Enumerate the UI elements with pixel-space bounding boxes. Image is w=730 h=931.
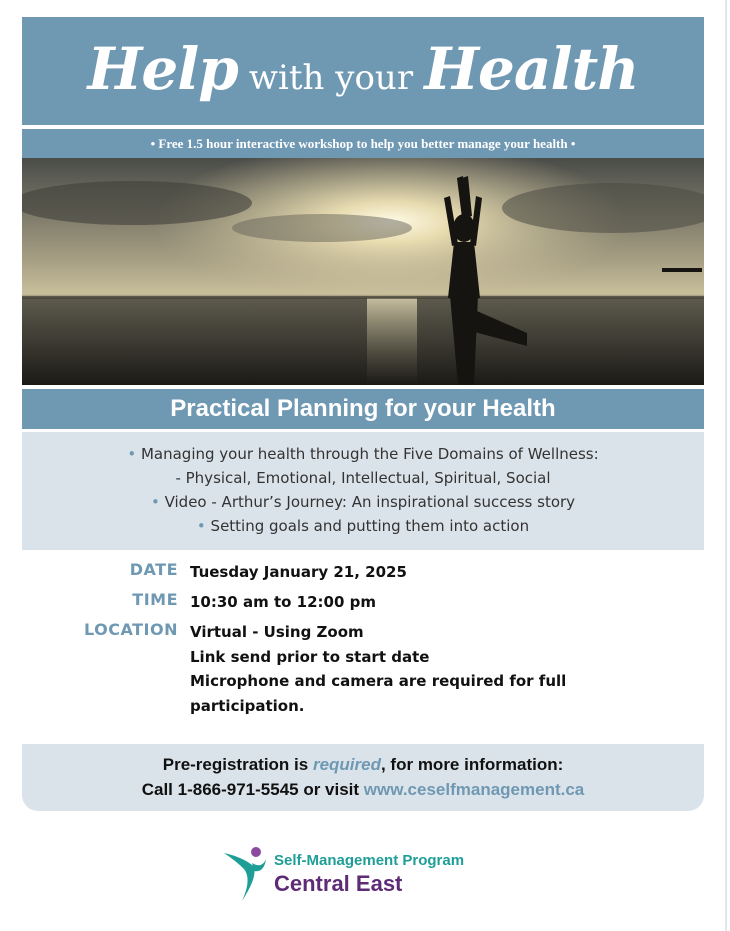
bullet-item: • Setting goals and putting them into action (196, 517, 530, 535)
header-help: Help (87, 35, 238, 103)
logo-line1: Self-Management Program (274, 852, 465, 869)
yoga-sunset-photo (22, 158, 704, 385)
program-logo (222, 843, 522, 905)
subtitle-bar: • Free 1.5 hour interactive workshop to help you better manage your health • (22, 129, 704, 158)
logo-line2: Central East (274, 871, 403, 896)
workshop-title: Practical Planning for your Health (22, 389, 704, 429)
time-value: 10:30 am to 12:00 pm (190, 593, 376, 611)
header-banner (22, 17, 704, 125)
logo-figure-icon (222, 843, 272, 905)
date-label: DATE (129, 560, 178, 579)
date-value: Tuesday January 21, 2025 (190, 563, 407, 581)
bullet-item: • Managing your health through the Five Domains of Wellness: (127, 445, 599, 463)
time-label: TIME (132, 590, 178, 609)
registration-panel (22, 744, 704, 811)
website-link[interactable]: www.ceselfmanagement.ca (363, 780, 585, 799)
prereg-line: Pre-registration is required, for more information: (162, 755, 564, 774)
contact-line: Call 1-866-971-5545 or visit www.ceselfmanagement.ca (141, 780, 585, 799)
bullet-dot: • (150, 493, 160, 511)
bullet-item: • Video - Arthur’s Journey: An inspirational success story (150, 493, 576, 511)
topics-panel (22, 432, 704, 550)
header-with-your: with your (248, 58, 414, 98)
location-value: Virtual - Using Zoom Link send prior to start date Microphone and camera are required for full participation. (190, 623, 567, 715)
bullet-dot: • (196, 517, 206, 535)
page-edge (725, 0, 727, 931)
header-health: Health (424, 35, 639, 103)
location-label: LOCATION (84, 620, 178, 639)
bullet-dot: • (127, 445, 137, 463)
bullet-subitem: - Physical, Emotional, Intellectual, Spiritual, Social (175, 469, 551, 487)
required-emphasis: required (312, 755, 381, 774)
